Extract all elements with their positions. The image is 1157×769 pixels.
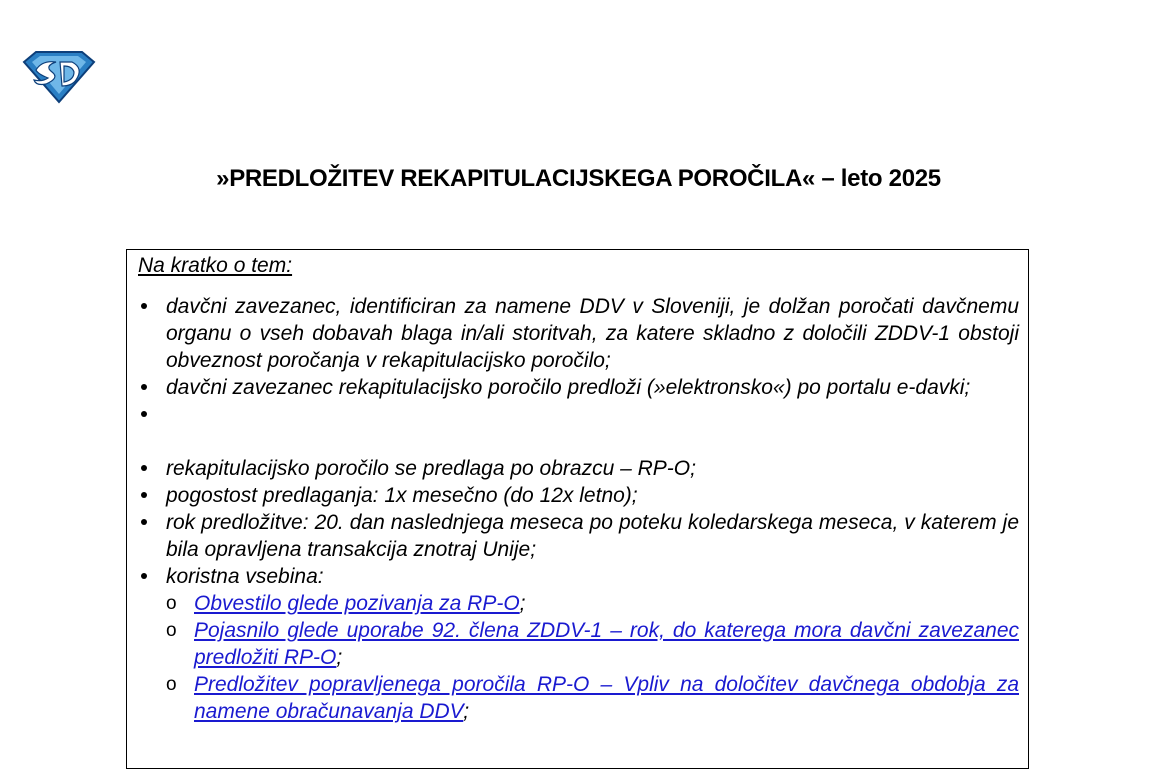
summary-list <box>138 293 1019 725</box>
page-title: »PREDLOŽITEV REKAPITULACIJSKEGA POROČILA« – leto 2025 <box>216 165 941 192</box>
list-item: davčni zavezanec rekapitulacijsko poročilo predloži (»elektronsko«) po portalu e-davki; <box>138 374 1019 401</box>
link-list <box>166 590 1019 725</box>
company-logo-icon <box>22 48 96 104</box>
link-suffix: ; <box>336 646 343 669</box>
list-item-useful-content <box>138 563 1019 725</box>
link-obvestilo[interactable]: Obvestilo glede pozivanja za RP-O <box>194 592 520 615</box>
summary-box <box>126 249 1029 769</box>
list-item: pogostost predlaganja: 1x mesečno (do 12x letno); <box>138 482 1019 509</box>
list-item: davčni zavezanec, identificiran za namene DDV v Sloveniji, je dolžan poročati davčnemu organu o vseh dobavah blaga in/ali storitvah, za katere skladno z določili ZDDV-1 obstoji obveznost poročanja v rekapitulacijsko poročilo; <box>138 293 1019 374</box>
spacer <box>138 401 1019 455</box>
link-suffix: ; <box>519 592 526 615</box>
list-item: rok predložitve: 20. dan naslednjega meseca po poteku koledarskega meseca, v katerem je bila opravljena transakcija znotraj Unije; <box>138 509 1019 563</box>
list-item: rekapitulacijsko poročilo se predlaga po obrazcu – RP-O; <box>138 455 1019 482</box>
link-item <box>166 590 1019 617</box>
link-item <box>166 617 1019 671</box>
link-suffix: ; <box>463 700 470 723</box>
link-pojasnilo[interactable]: Pojasnilo glede uporabe 92. člena ZDDV-1 – rok, do katerega mora davčni zavezanec predložiti RP-O <box>194 619 1019 669</box>
link-item <box>166 671 1019 725</box>
summary-heading: Na kratko o tem: <box>138 254 293 277</box>
list-item-label: koristna vsebina: <box>166 565 324 588</box>
link-predlozitev[interactable]: Predložitev popravljenega poročila RP-O – Vpliv na določitev davčnega obdobja za namene obračunavanja DDV <box>194 673 1019 723</box>
